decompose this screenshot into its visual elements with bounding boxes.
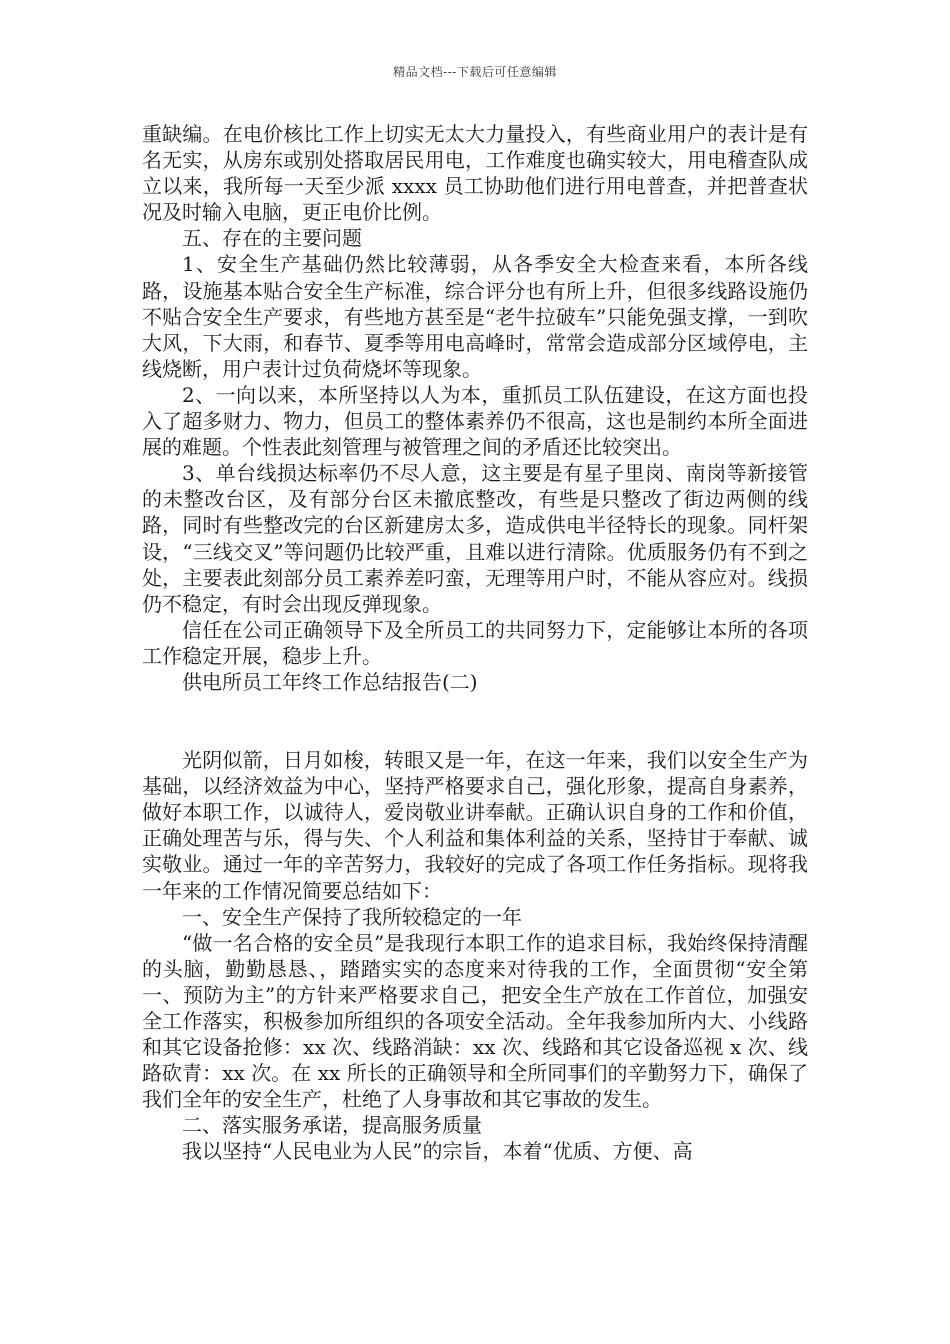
section-heading-service: 二、落实服务承诺，提高服务质量 bbox=[182, 1113, 482, 1138]
blank-line bbox=[142, 695, 808, 747]
paragraph-problem-3: 3、单台线损达标率仍不尽人意，这主要是有星子里岗、南岗等新接管的未整改台区，及有部分台区未撤底整改，有些是只整改了街边两侧的线路，同时有些整改完的台区新建房太多，造成供电半径特长的现象。同杆架设，“三线交叉”等问题仍比较严重，且难以进行清除。优质服务仍有不到之处，主要表此刻部分员工素养差叼蛮，无理等用户时，不能从容应对。线损仍不稳定，有时会出现反弹现象。 bbox=[142, 461, 808, 616]
section-heading-main-problems: 五、存在的主要问题 bbox=[182, 226, 362, 251]
report-title-part-two: 供电所员工年终工作总结报告(二) bbox=[182, 669, 478, 694]
paragraph-problem-2: 2、一向以来，本所坚持以人为本，重抓员工队伍建设，在这方面也投入了超多财力、物力，但员工的整体素养仍不很高，这也是制约本所全面进展的难题。个性表此刻管理与被管理之间的矛盾还比较突出。 bbox=[142, 382, 808, 460]
page-header: 精品文档---下载后可任意编辑 bbox=[393, 65, 557, 79]
paragraph-electricity-price-check: 重缺编。在电价核比工作上切实无太大力量投入，有些商业用户的表计是有名无实，从房东或别处搭取居民用电，工作难度也确实较大，用电稽查队成立以来，我所每一天至少派 xxxx 员工协助他们进行用电普查，并把普查状况及时输入电脑，更正电价比例。 bbox=[142, 122, 808, 225]
paragraph-problem-1: 1、安全生产基础仍然比较薄弱，从各季安全大检查来看，本所各线路，设施基本贴合安全生产标准，综合评分也有所上升，但很多线路设施仍不贴合安全生产要求，有些地方甚至是“老牛拉破车”只能免强支撑，一到吹大风，下大雨，和春节、夏季等用电高峰时，常常会造成部分区域停电，主线烧断，用户表计过负荷烧坏等现象。 bbox=[142, 252, 808, 381]
paragraph-service-purpose: 我以坚持“人民电业为人民”的宗旨，本着“优质、方便、高 bbox=[182, 1139, 693, 1164]
paragraph-confidence: 信任在公司正确领导下及全所员工的共同努力下，定能够让本所的各项工作稳定开展，稳步上升。 bbox=[142, 617, 808, 668]
paragraph-introduction: 光阴似箭，日月如梭，转眼又是一年，在这一年来，我们以安全生产为基础，以经济效益为中心，坚持严格要求自己，强化形象，提高自身素养，做好本职工作，以诚待人，爱岗敬业讲奉献。正确认识自身的工作和价值，正确处理苦与乐，得与失、个人利益和集体利益的关系，坚持甘于奉献、诚实敬业。通过一年的辛苦努力，我较好的完成了各项工作任务指标。现将我一年来的工作情况简要总结如下： bbox=[142, 748, 808, 903]
document-body bbox=[142, 121, 808, 1165]
paragraph-safety-officer: “做一名合格的安全员”是我现行本职工作的追求目标，我始终保持清醒的头脑，勤勤恳恳、，踏踏实实的态度来对待我的工作，全面贯彻“安全第一、预防为主”的方针来严格要求自己，把安全生产放在工作首位，加强安全工作落实，积极参加所组织的各项安全活动。全年我参加所内大、小线路和其它设备抢修：xx 次、线路消缺：xx 次、线路和其它设备巡视 x 次、线路砍青：xx 次。在 xx 所长的正确领导和全所同事们的辛勤努力下，确保了我们全年的安全生产，杜绝了人身事故和其它事故的发生。 bbox=[142, 930, 808, 1112]
section-heading-safety: 一、安全生产保持了我所较稳定的一年 bbox=[182, 904, 522, 929]
